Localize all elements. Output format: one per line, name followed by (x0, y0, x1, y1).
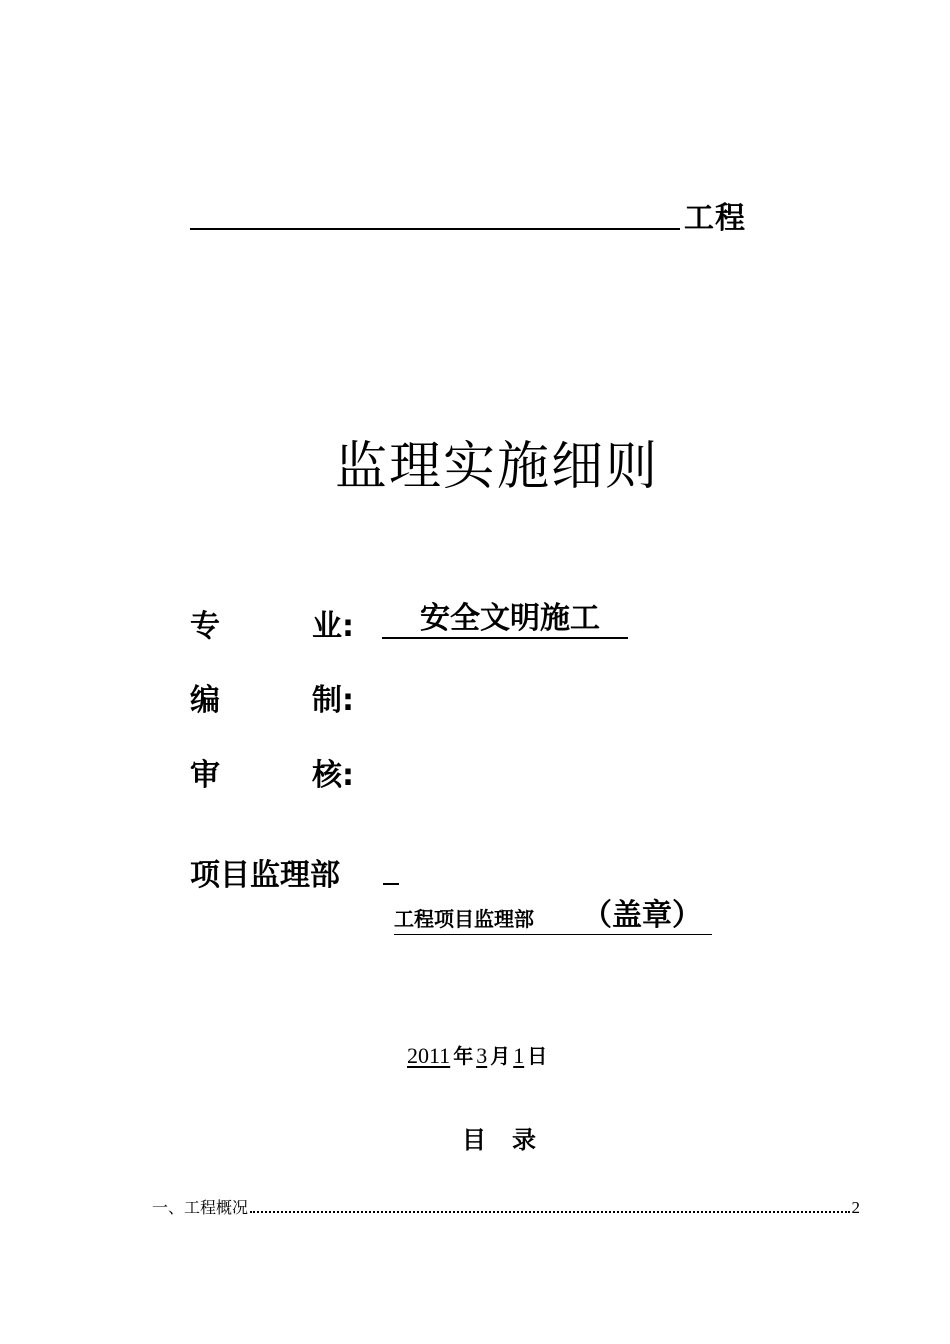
project-name-blank (190, 228, 680, 230)
specialty-value: 安全文明施工 (382, 601, 628, 639)
project-suffix: 工程 (684, 201, 746, 236)
toc-entry-title[interactable]: 一、工程概况 (152, 1198, 249, 1217)
toc-heading-char-2: 录 (512, 1126, 536, 1154)
toc-heading (0, 1120, 950, 1155)
compile-label-2: 制: (312, 683, 354, 718)
toc-entry-page[interactable]: 2 (851, 1198, 860, 1217)
date-year-unit: 年 (453, 1044, 474, 1068)
review-label-1: 审 (190, 758, 220, 793)
date-month-unit: 月 (490, 1044, 511, 1068)
toc-heading-char-1: 目 (462, 1126, 486, 1154)
seal-mark: （盖章） (582, 898, 702, 933)
date-day-unit: 日 (527, 1044, 548, 1068)
date-day: 1 (513, 1043, 525, 1068)
specialty-label-1: 专 (190, 609, 220, 644)
toc-leader-dots (250, 1211, 849, 1213)
date (404, 1040, 547, 1069)
date-year: 2011 (407, 1043, 451, 1068)
department-blank (383, 883, 399, 885)
specialty-label-2: 业: (312, 609, 354, 644)
toc-entry[interactable] (152, 1195, 860, 1218)
date-month: 3 (476, 1043, 488, 1068)
department-seal-line (394, 898, 712, 935)
compile-label-1: 编 (190, 683, 220, 718)
seal-department-name: 工程项目监理部 (394, 907, 534, 931)
review-label-2: 核: (312, 758, 354, 793)
page-title: 监理实施细则 (334, 437, 659, 497)
department-label: 项目监理部 (190, 858, 340, 893)
